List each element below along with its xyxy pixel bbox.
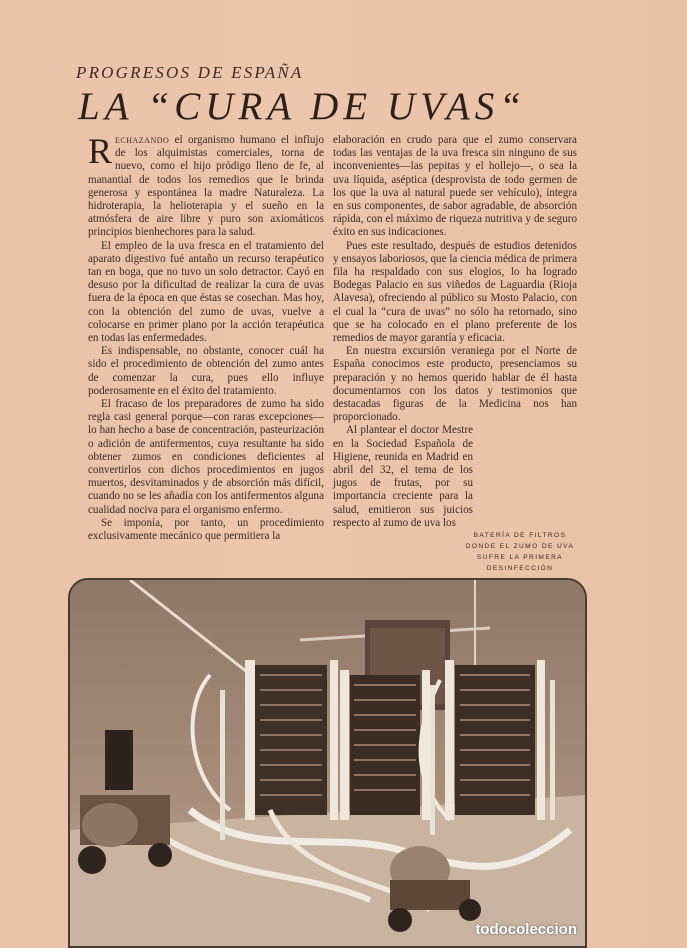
photo-caption: BATERÍA DE FILTROS DONDE EL ZUMO DE UVA SUFRE LA PRIMERA DESINFECCIÓN bbox=[465, 532, 575, 572]
drop-cap: R bbox=[88, 131, 113, 171]
paragraph: Es indispensable, no obstante, conocer cuál ha sido el procedimiento de obtención del zumo antes de comenzar la cura, pues ello influye poderosamente en el éxito del tratamiento. bbox=[88, 345, 324, 397]
section-kicker: PROGRESOS DE ESPAÑA bbox=[76, 63, 304, 82]
paragraph: En nuestra excursión veraniega por el Norte de España conocimos este producto, presenciamos su preparación y no hemos querido hablar de él hasta documentarnos con los datos y testimonios que destacadas figuras de la Medicina nos han proporcionado. bbox=[333, 345, 577, 424]
photo-illustration bbox=[70, 580, 585, 948]
paragraph-text: el organismo humano el influjo de los alquimistas comerciales, torna de nuevo, como el hijo pródigo lleno de fe, al manantial de todos los remedios que le brinda generosa y espontánea la madre Naturaleza. La hidroterapia, la helioterapia y el sueño en la atmósfera de aire libre y puro son axiomáticos principios bienhechores para la salud. bbox=[88, 134, 324, 239]
paragraph bbox=[88, 131, 324, 240]
paragraph: Al plantear el doctor Mestre en la Sociedad Española de Higiene, reunida en Madrid en abril del 32, el tema de los jugos de frutas, por su importancia creciente para la salud, emitieron sus juicios respecto al zumo de uva los bbox=[333, 424, 473, 529]
paragraph: El empleo de la uva fresca en el tratamiento del aparato digestivo fué antaño un recurso terapéutico tan en boga, que no tuvo un solo detractor. Cayó en desuso por la dificultad de realizar la cura de uvas fuera de la época en que éstas se cosechan. Mas hoy, con la obtención del zumo de uvas, vuelve a colocarse en primer plano por la acción terapéutica en todas las enfermedades. bbox=[88, 239, 324, 345]
paragraph: El fracaso de los preparadores de zumo ha sido regla casi general porque—con raras excepciones—lo han hecho a base de concentración, pasteurización o adición de antifermentos, cuya resultante ha sido obtener zumos en condiciones deficientes al convertirlos con dichos procedimientos en jugos muertos, desvitaminados y de absorción más difícil, cuando no se les añadía con los antifermentos alguna cualidad nociva para el organismo enfermo. bbox=[88, 398, 324, 516]
paragraph: Se imponía, por tanto, un procedimiento exclusivamente mecánico que permitiera la bbox=[88, 516, 324, 543]
paragraph: elaboración en crudo para que el zumo conservara todas las ventajas de la uva fresca sin ninguno de sus inconvenientes—las pepitas y el hollejo—, o sea la uva líquida, aséptica (desprovista de todo germen de los que la uva al natural puede ser vehículo), íntegra en sus componentes, de sabor agradable, de absorción rápida, con el máximo de riqueza nutritiva y de seguro éxito en sus indicaciones. bbox=[333, 134, 577, 239]
paragraph: Pues este resultado, después de estudios detenidos y ensayos laboriosos, que la ciencia médica de primera fila ha respaldado con sus elogios, lo ha logrado Bodegas Palacio en sus viñedos de Laguardia (Rioja Alavesa), ofreciendo al público su Mosto Palacio, con el cual la “cura de uvas” no sólo ha retornado, sino que se ha colocado en el plano preferente de los remedios de mayor garantía y eficacia. bbox=[333, 239, 577, 345]
todocoleccion-watermark: todocoleccion bbox=[475, 921, 577, 938]
article-column-left bbox=[88, 131, 324, 543]
filter-battery-photo bbox=[68, 578, 587, 948]
article-column-right bbox=[333, 134, 577, 530]
lead-in-caps: echazando bbox=[115, 134, 170, 146]
article-title: LA “CURA DE UVAS“ bbox=[78, 85, 526, 128]
